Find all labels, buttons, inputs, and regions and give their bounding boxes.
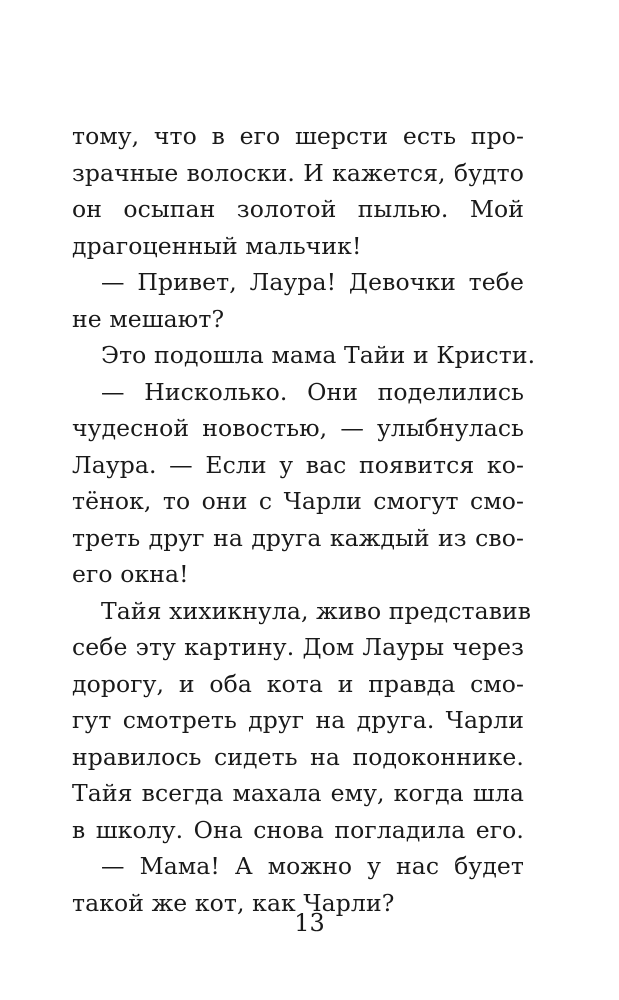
text-line: дорогу, и оба кота и правда смо- <box>72 669 524 698</box>
text-line: он осыпан золотой пылью. Мой <box>72 195 524 223</box>
text-line: его окна! <box>72 560 189 588</box>
text-line: не мешают? <box>72 304 225 333</box>
text-line: Тайя хихикнула, живо представив <box>101 596 532 625</box>
text-line: зрачные волоски. И кажется, будто <box>72 158 524 187</box>
text-line: гут смотреть друг на друга. Чарли <box>72 706 524 734</box>
text-line: Лаура. — Если у вас появится ко- <box>72 450 524 479</box>
text-line: нравилось сидеть на подоконнике. <box>72 742 524 771</box>
page-number: 13 <box>294 909 325 937</box>
text-line: в школу. Она снова погладила его. <box>72 815 524 844</box>
text-line: — Нисколько. Они поделились <box>101 377 524 406</box>
text-line: Это подошла мама Тайи и Кристи. <box>101 341 536 369</box>
text-line: — Мама! А можно у нас будет <box>101 852 524 880</box>
text-line: тёнок, то они с Чарли смогут смо- <box>72 487 524 515</box>
text-line: Тайя всегда махала ему, когда шла <box>72 779 524 807</box>
text-line: драгоценный мальчик! <box>72 231 362 260</box>
body-text <box>72 118 536 921</box>
text-line: чудесной новостью, — улыбнулась <box>72 414 524 442</box>
text-line: — Привет, Лаура! Девочки тебе <box>101 268 524 296</box>
text-line: тому, что в его шерсти есть про- <box>72 122 524 150</box>
text-line: такой же кот, как Чарли? <box>72 888 395 917</box>
text-line: себе эту картину. Дом Лауры через <box>72 633 524 661</box>
text-line: треть друг на друга каждый из сво- <box>72 523 524 552</box>
